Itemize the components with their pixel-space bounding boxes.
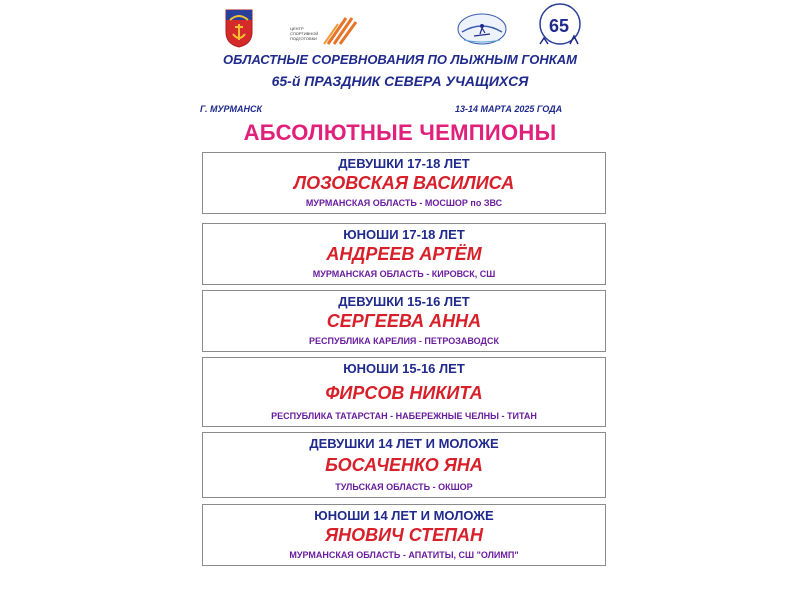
festival-title: 65-й ПРАЗДНИК СЕВЕРА УЧАЩИХСЯ: [271, 73, 529, 89]
champion-card: [202, 432, 606, 498]
ski-race-logo: [456, 12, 508, 46]
champion-category: ДЕВУШКИ 14 ЛЕТ И МОЛОЖЕ: [309, 436, 499, 451]
champion-name: БОСАЧЕНКО ЯНА: [325, 455, 483, 475]
dates-label: 13-14 МАРТА 2025 ГОДА: [455, 104, 563, 114]
champion-category: ЮНОШИ 17-18 ЛЕТ: [343, 227, 465, 242]
city-label: Г. МУРМАНСК: [200, 104, 263, 114]
champion-organization: МУРМАНСКАЯ ОБЛАСТЬ - КИРОВСК, СШ: [312, 269, 496, 279]
champion-card: [202, 357, 606, 427]
champion-organization: МУРМАНСКАЯ ОБЛАСТЬ - МОСШОР по ЗВС: [305, 198, 503, 208]
page-title: АБСОЛЮТНЫЕ ЧЕМПИОНЫ: [243, 120, 557, 145]
champion-card: [202, 152, 606, 214]
champion-category: ДЕВУШКИ 17-18 ЛЕТ: [338, 156, 470, 171]
champion-name: СЕРГЕЕВА АННА: [326, 311, 482, 331]
champion-card: [202, 223, 606, 285]
coat-of-arms-logo: [224, 8, 254, 48]
svg-text:ЦЕНТР: ЦЕНТР: [290, 26, 304, 31]
champion-category: ДЕВУШКИ 15-16 ЛЕТ: [338, 294, 470, 309]
champion-category: ЮНОШИ 14 ЛЕТ И МОЛОЖЕ: [314, 508, 494, 523]
champion-name: ФИРСОВ НИКИТА: [325, 383, 483, 403]
svg-text:СПОРТИВНОЙ: СПОРТИВНОЙ: [290, 31, 319, 36]
champion-name: АНДРЕЕВ АРТЁМ: [326, 244, 482, 264]
champion-name: ЯНОВИЧ СТЕПАН: [324, 525, 484, 545]
champion-card: [202, 290, 606, 352]
champion-name: ЛОЗОВСКАЯ ВАСИЛИСА: [293, 173, 515, 193]
champion-category: ЮНОШИ 15-16 ЛЕТ: [343, 361, 465, 376]
logo-number: 65: [549, 16, 570, 36]
champion-organization: РЕСПУБЛИКА ТАТАРСТАН - НАБЕРЕЖНЫЕ ЧЕЛНЫ - ТИТАН: [271, 411, 537, 421]
champion-organization: ТУЛЬСКАЯ ОБЛАСТЬ - ОКШОР: [335, 482, 473, 492]
champion-organization: МУРМАНСКАЯ ОБЛАСТЬ - АПАТИТЫ, СШ "ОЛИМП": [289, 550, 519, 560]
champion-card: [202, 504, 606, 566]
holiday-65-logo: [530, 2, 590, 50]
competition-title: ОБЛАСТНЫЕ СОРЕВНОВАНИЯ ПО ЛЫЖНЫМ ГОНКАМ: [223, 52, 577, 67]
sport-center-logo: [288, 14, 358, 50]
svg-text:ПОДГОТОВКИ: ПОДГОТОВКИ: [290, 36, 317, 41]
champion-organization: РЕСПУБЛИКА КАРЕЛИЯ - ПЕТРОЗАВОДСК: [309, 336, 499, 346]
